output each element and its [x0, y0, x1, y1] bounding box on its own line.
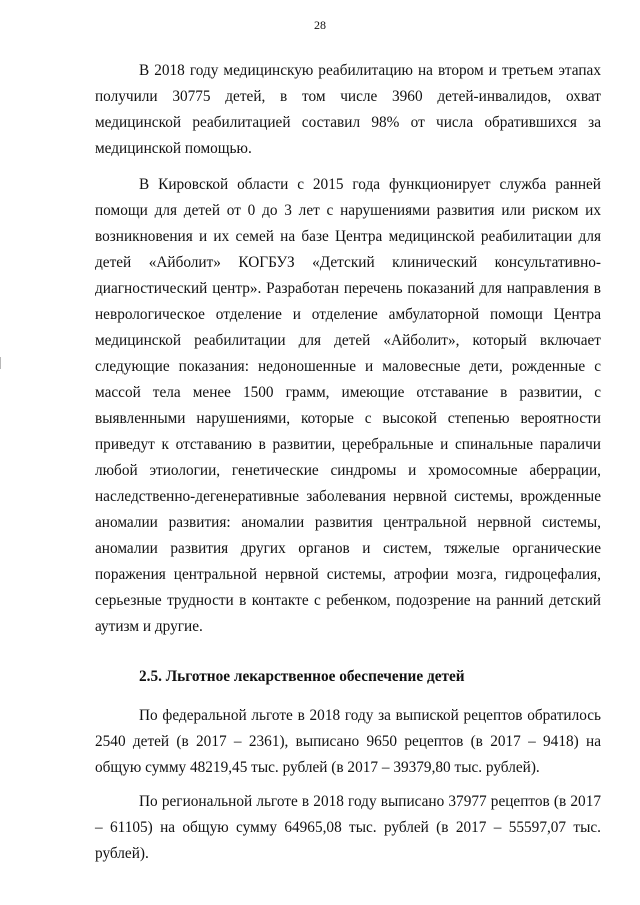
- page-body: [95, 58, 601, 867]
- page-number: 28: [314, 18, 326, 32]
- paragraph-federal-benefit: По федеральной льготе в 2018 году за выпиской рецептов обратилось 2540 детей (в 2017 – 2361), выписано 9650 рецептов (в 2017 – 9418) на общую сумму 48219,45 тыс. рублей (в 2017 – 39379,80 тыс. рублей).: [95, 707, 601, 776]
- section-heading: 2.5. Льготное лекарственное обеспечение детей: [139, 668, 465, 685]
- paragraph-early-help-service: В Кировской области с 2015 года функционирует служба ранней помощи для детей от 0 до 3 лет с нарушениями развития или риском их возникновения и их семей на базе Центра медицинской реабилитации для детей «Айболит» КОГБУЗ «Детский клинический консультативно-диагностический центр». Разработан перечень показаний для направления в неврологическое отделение и отделение амбулаторной помощи Центра медицинской реабилитации для детей «Айболит», который включает следующие показания: недоношенные и маловесные дети, рожденные с массой тела менее 1500 грамм, имеющие отставание в развитии, с выявленными нарушениями, которые с высокой степенью вероятности приведут к отставанию в развитии, церебральные и спинальные параличи любой этиологии, генетические синдромы и хромосомные аберрации, наследственно-дегенеративные заболевания нервной системы, врожденные аномалии развития: аномалии развития центральной нервной системы, аномалии развития других органов и систем, тяжелые органические поражения центральной нервной системы, атрофии мозга, гидроцефалия, серьезные трудности в контакте с ребенком, подозрение на ранний детский аутизм и другие.: [95, 176, 601, 635]
- paragraph-rehabilitation: В 2018 году медицинскую реабилитацию на втором и третьем этапах получили 30775 детей, в том числе 3960 детей-инвалидов, охват медицинской реабилитацией составил 98% от числа обратившихся за медицинской помощью.: [95, 62, 601, 157]
- paragraph-regional-benefit: По региональной льготе в 2018 году выписано 37977 рецептов (в 2017 – 61105) на общую сумму 64965,08 тыс. рублей (в 2017 – 55597,07 тыс. рублей).: [95, 793, 601, 862]
- margin-mark: [0, 357, 1, 369]
